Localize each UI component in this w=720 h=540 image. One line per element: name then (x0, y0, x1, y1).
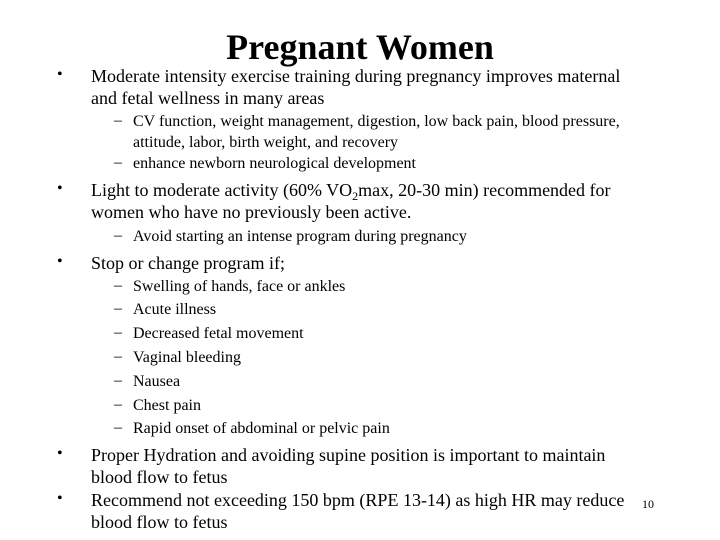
bullet-glyph: • (57, 180, 63, 197)
sub-item: Acute illness (133, 301, 217, 318)
sub-item: Vaginal bleeding (133, 349, 241, 366)
sub-dash: – (114, 348, 122, 365)
sub-item: Swelling of hands, face or ankles (133, 278, 346, 295)
sub-dash: – (114, 300, 122, 317)
sub-item: Nausea (133, 373, 181, 390)
bullet-glyph: • (57, 253, 63, 270)
sub-dash: – (114, 372, 122, 389)
sub-dash: – (114, 227, 122, 244)
slide-title: Pregnant Women (226, 27, 494, 67)
sub-dash: – (114, 396, 122, 413)
sub-item: Avoid starting an intense program during pregnancy (133, 228, 467, 245)
bullet-text: Light to moderate activity (60% $VO_2\max$, 20-30 min) recommended for women who have no previously been active. (91, 180, 611, 222)
sub-item: Rapid onset of abdominal or pelvic pain (133, 420, 390, 437)
sub-dash: – (114, 419, 122, 436)
bullet-text: Recommend not exceeding 150 bpm (RPE 13-14) as high HR may reduce blood flow to fetus (91, 490, 625, 532)
sub-dash: – (114, 112, 122, 129)
bullet-glyph: • (57, 66, 63, 83)
sub-item: CV function, weight management, digestion, low back pain, blood pressure, attitude, labor, birth weight, and recovery (133, 113, 620, 151)
bullet-text: Stop or change program if; (91, 253, 285, 273)
sub-dash: – (114, 324, 122, 341)
bullet-text: Moderate intensity exercise training during pregnancy improves maternal and fetal wellness in many areas (91, 66, 621, 108)
bullet-glyph: • (57, 445, 63, 462)
sub-dash: – (114, 154, 122, 171)
bullet-text: Proper Hydration and avoiding supine position is important to maintain blood flow to fetus (91, 445, 606, 487)
bullet-glyph: • (57, 490, 63, 507)
sub-item: enhance newborn neurological development (133, 155, 416, 172)
sub-item: Chest pain (133, 397, 201, 414)
page-number: 10 (642, 497, 654, 511)
sub-dash: – (114, 277, 122, 294)
sub-item: Decreased fetal movement (133, 325, 304, 342)
